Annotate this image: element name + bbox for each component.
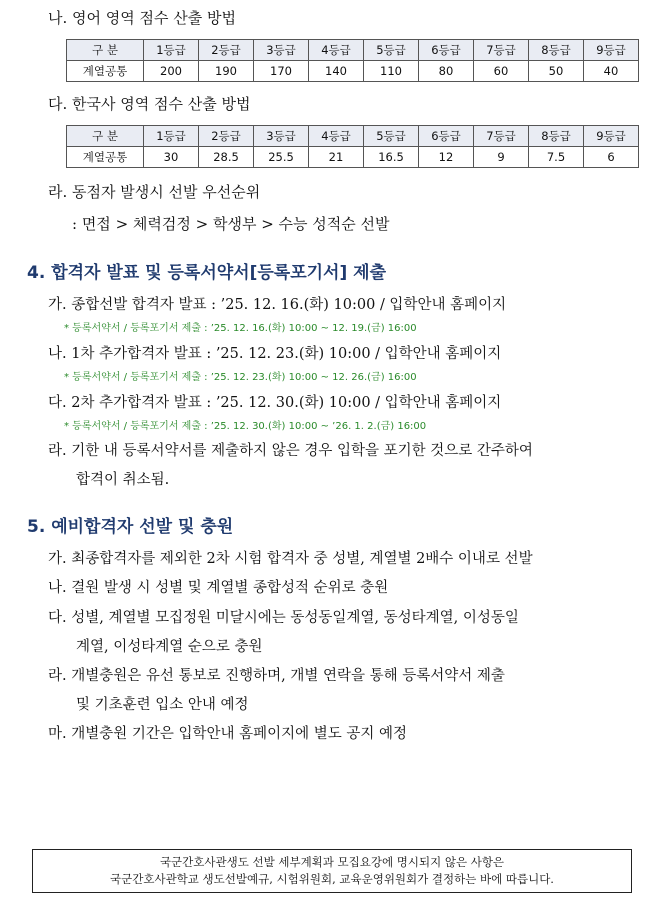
table-header-row	[67, 40, 639, 61]
table-cell: 28.5	[199, 147, 254, 168]
table-header-cell: 4등급	[309, 40, 364, 61]
deadline-notice: 라. 기한 내 등록서약서를 제출하지 않은 경우 입학을 포기한 것으로 간주하여	[48, 443, 533, 459]
table-cell: 170	[254, 61, 309, 82]
reserve-item-continued: 계열, 이성타계열 순으로 충원	[76, 639, 263, 655]
history-score-title: 다. 한국사 영역 점수 산출 방법	[48, 95, 251, 113]
table-cell: 6	[584, 147, 639, 168]
table-cell: 21	[309, 147, 364, 168]
table-row	[67, 61, 639, 82]
reserve-item: 가. 최종합격자를 제외한 2차 시험 합격자 중 성별, 계열별 2배수 이내로 선발	[48, 551, 533, 567]
table-header-cell: 9등급	[584, 40, 639, 61]
table-header-cell: 5등급	[364, 40, 419, 61]
table-header-cell: 구 분	[67, 126, 144, 147]
table-cell: 계열공통	[67, 61, 144, 82]
english-score-table	[66, 39, 639, 82]
reserve-item-continued: 및 기초훈련 입소 안내 예정	[76, 697, 249, 713]
table-header-cell: 5등급	[364, 126, 419, 147]
registration-note: * 등록서약서 / 등록포기서 제출 : ’25. 12. 16.(화) 10:00 ~ 12. 19.(금) 16:00	[64, 323, 417, 334]
table-cell: 계열공통	[67, 147, 144, 168]
tie-break-title: 라. 동점자 발생시 선발 우선순위	[48, 183, 261, 201]
table-cell: 140	[309, 61, 364, 82]
table-header-cell: 3등급	[254, 40, 309, 61]
table-cell: 40	[584, 61, 639, 82]
footer-notice-line: 국군간호사관생도 선발 세부계획과 모집요강에 명시되지 않은 사항은	[159, 855, 505, 869]
reserve-item: 마. 개별충원 기간은 입학안내 홈페이지에 별도 공지 예정	[48, 726, 408, 742]
registration-note: * 등록서약서 / 등록포기서 제출 : ’25. 12. 30.(화) 10:00 ~ ’26. 1. 2.(금) 16:00	[64, 421, 427, 432]
table-header-cell: 9등급	[584, 126, 639, 147]
table-cell: 12	[419, 147, 474, 168]
table-header-cell: 3등급	[254, 126, 309, 147]
table-header-cell: 2등급	[199, 40, 254, 61]
table-cell: 9	[474, 147, 529, 168]
table-header-cell: 7등급	[474, 126, 529, 147]
table-cell: 110	[364, 61, 419, 82]
table-row	[67, 147, 639, 168]
announcement-item: 가. 종합선발 합격자 발표 : ’25. 12. 16.(화) 10:00 / 입학안내 홈페이지	[48, 297, 507, 313]
registration-note: * 등록서약서 / 등록포기서 제출 : ’25. 12. 23.(화) 10:00 ~ 12. 26.(금) 16:00	[64, 372, 417, 383]
table-header-cell: 구 분	[67, 40, 144, 61]
table-cell: 190	[199, 61, 254, 82]
history-score-table	[66, 125, 639, 168]
table-header-cell: 7등급	[474, 40, 529, 61]
table-cell: 30	[144, 147, 199, 168]
table-header-cell: 8등급	[529, 126, 584, 147]
footer-notice-box	[32, 849, 632, 893]
table-cell: 25.5	[254, 147, 309, 168]
table-header-cell: 6등급	[419, 40, 474, 61]
table-header-cell: 2등급	[199, 126, 254, 147]
english-score-title: 나. 영어 영역 점수 산출 방법	[48, 9, 236, 27]
announcement-item: 다. 2차 추가합격자 발표 : ’25. 12. 30.(화) 10:00 / 입학안내 홈페이지	[48, 395, 502, 411]
table-cell: 60	[474, 61, 529, 82]
announcement-item: 나. 1차 추가합격자 발표 : ’25. 12. 23.(화) 10:00 / 입학안내 홈페이지	[48, 346, 502, 362]
reserve-item: 나. 결원 발생 시 성별 및 계열별 종합성적 순위로 충원	[48, 580, 389, 596]
table-cell: 200	[144, 61, 199, 82]
table-header-cell: 4등급	[309, 126, 364, 147]
table-header-row	[67, 126, 639, 147]
tie-break-order: : 면접 > 체력검정 > 학생부 > 수능 성적순 선발	[72, 215, 390, 233]
table-header-cell: 1등급	[144, 40, 199, 61]
section-4-heading: 4. 합격자 발표 및 등록서약서[등록포기서] 제출	[27, 263, 387, 283]
table-cell: 50	[529, 61, 584, 82]
reserve-item: 라. 개별충원은 유선 통보로 진행하며, 개별 연락을 통해 등록서약서 제출	[48, 668, 505, 684]
section-5-heading: 5. 예비합격자 선발 및 충원	[27, 517, 234, 537]
table-header-cell: 8등급	[529, 40, 584, 61]
table-header-cell: 1등급	[144, 126, 199, 147]
table-cell: 7.5	[529, 147, 584, 168]
deadline-notice-continued: 합격이 취소됨.	[76, 472, 170, 488]
reserve-item: 다. 성별, 계열별 모집정원 미달시에는 동성동일계열, 동성타계열, 이성동일	[48, 610, 519, 626]
table-header-cell: 6등급	[419, 126, 474, 147]
footer-notice-line: 국군간호사관학교 생도선발예규, 시험위원회, 교육운영위원회가 결정하는 바에 따릅니다.	[110, 872, 554, 886]
table-cell: 80	[419, 61, 474, 82]
table-cell: 16.5	[364, 147, 419, 168]
